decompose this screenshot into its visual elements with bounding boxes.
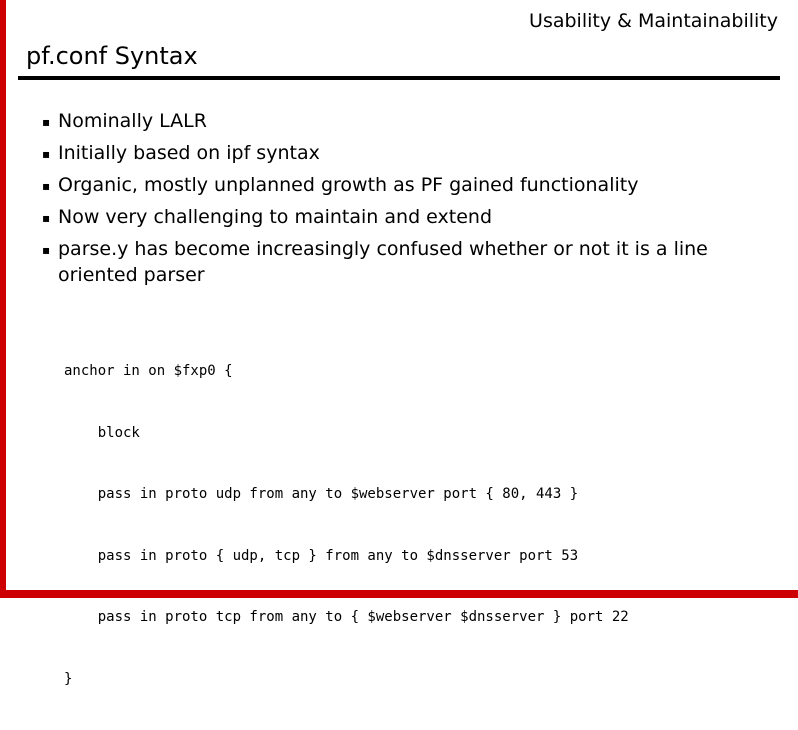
list-item [42, 204, 762, 231]
code-sample [64, 320, 629, 730]
slide-header [0, 0, 798, 80]
section-label: Usability & Maintainability [529, 10, 778, 32]
bullet-square-icon: ▪ [42, 211, 51, 225]
list-item-label: Now very challenging to maintain and extend [58, 206, 493, 228]
list-item [42, 140, 762, 167]
title-divider [18, 76, 780, 80]
bullet-square-icon: ▪ [42, 147, 51, 161]
list-item-label: parse.y has become increasingly confused whether or not it is a line oriented parser [58, 238, 708, 286]
list-item-label: Nominally LALR [58, 110, 207, 132]
code-line: pass in proto udp from any to $webserver port { 80, 443 } [64, 486, 579, 502]
list-item [42, 108, 762, 135]
list-item [42, 236, 762, 288]
bullet-list [42, 108, 762, 293]
left-accent-bar [0, 0, 6, 598]
code-line: pass in proto tcp from any to { $webserver $dnsserver } port 22 [64, 609, 629, 625]
bullet-square-icon: ▪ [42, 115, 51, 129]
code-line: pass in proto { udp, tcp } from any to $dnsserver port 53 [64, 547, 579, 564]
code-line: } [64, 670, 73, 687]
list-item-label: Organic, mostly unplanned growth as PF gained functionality [58, 174, 639, 196]
code-line: block [64, 424, 140, 441]
list-item-label: Initially based on ipf syntax [58, 142, 320, 164]
bullet-square-icon: ▪ [42, 243, 51, 257]
code-line: anchor in on $fxp0 { [64, 363, 233, 379]
bullet-square-icon: ▪ [42, 179, 51, 193]
page-title: pf.conf Syntax [26, 42, 198, 70]
list-item [42, 172, 762, 199]
